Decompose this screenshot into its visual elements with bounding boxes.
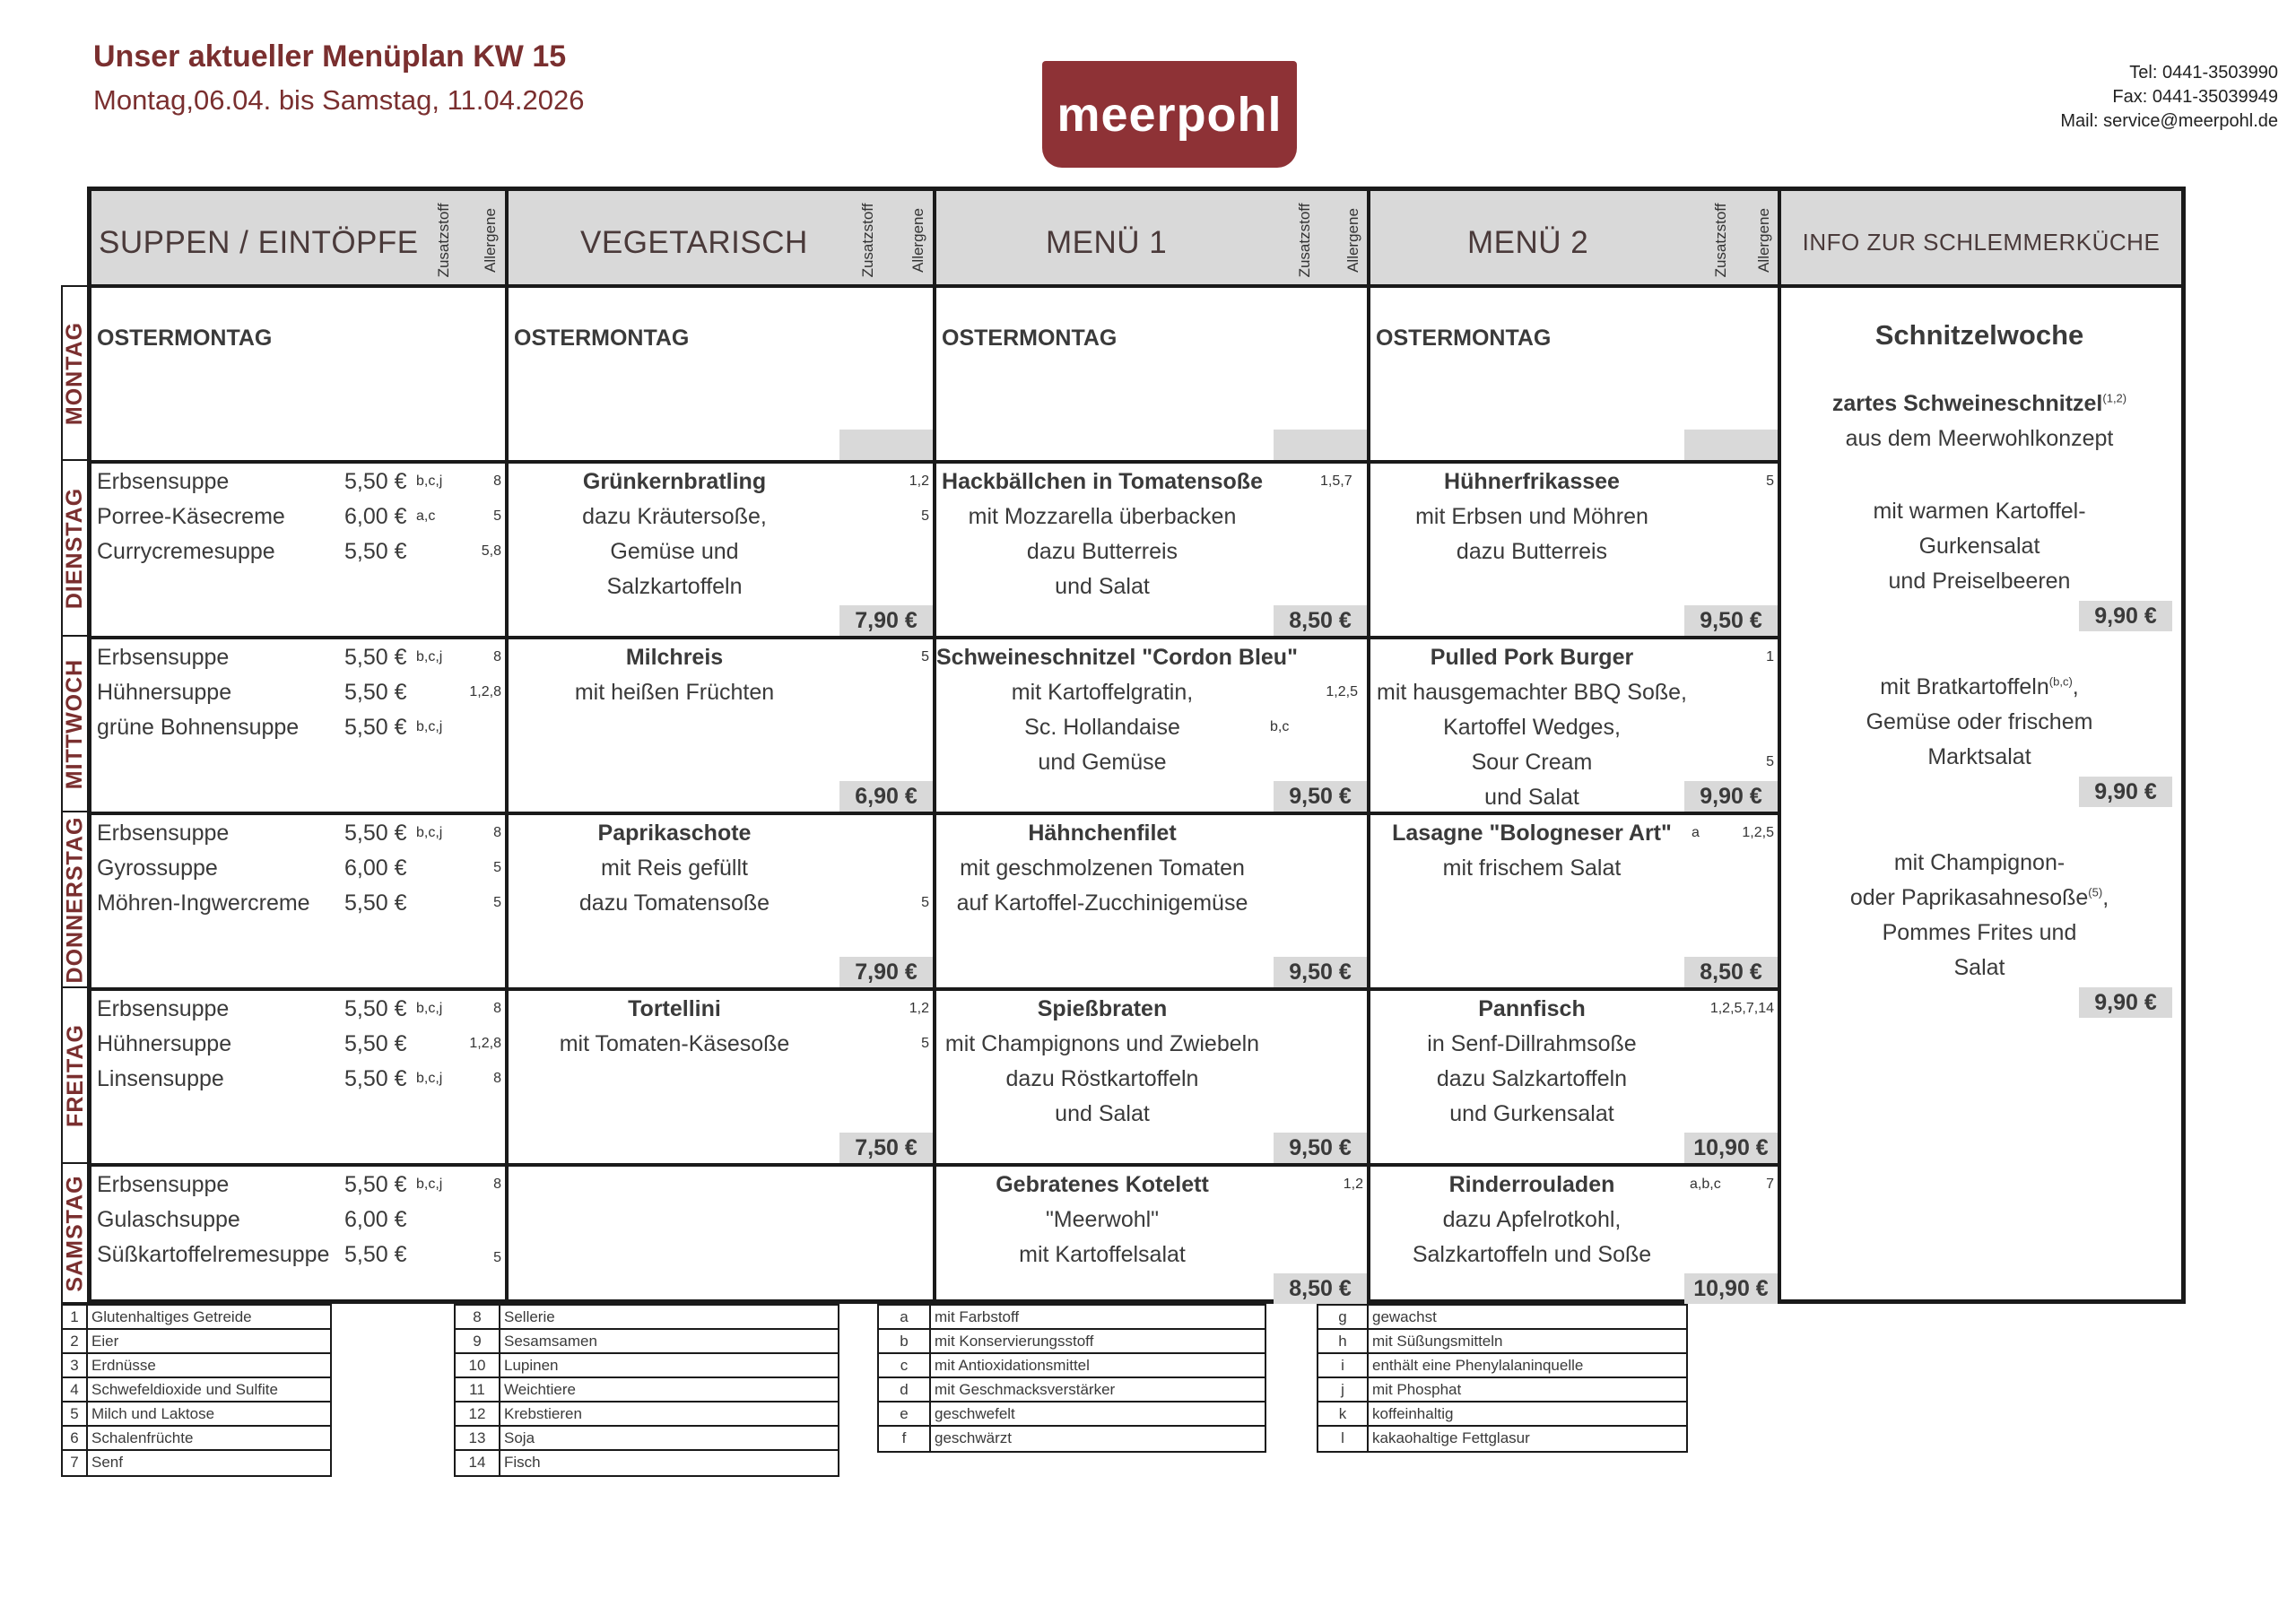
header-menu1: MENÜ 1 Zusatzstoff Allergene — [936, 191, 1370, 288]
cell-monday-menu2: OSTERMONTAG — [1370, 288, 1781, 464]
header-zusatzstoff: Zusatzstoff — [859, 203, 876, 278]
legend-row: 9 Sesamsamen — [456, 1330, 838, 1354]
info-line: zartes Schweineschnitzel$^{(1,2)}$ — [1831, 391, 2127, 416]
legend-row: c mit Antioxidationsmittel — [879, 1354, 1265, 1378]
info-line: aus dem Meerwohlkonzept — [1845, 426, 2114, 451]
legend-additives-2 — [1317, 1304, 1688, 1453]
price-tag: 9,90 € — [1684, 781, 1778, 812]
cell-saturday-soups: Erbsensuppe 5,50 € b,c,j 8 Gulaschsuppe 6,00 € Süßkartoffelremesuppe 5,50 € 5 — [91, 1167, 509, 1304]
contact-mail: Mail: service@meerpohl.de — [2060, 111, 2278, 131]
header-zusatzstoff: Zusatzstoff — [1712, 203, 1729, 278]
day-label-monday: MONTAG — [61, 285, 90, 461]
price-empty — [1684, 430, 1778, 460]
info-line: Gurkensalat — [1918, 534, 2040, 559]
header-info: INFO ZUR SCHLEMMERKÜCHE — [1781, 191, 2181, 288]
price-tag: 9,50 € — [1684, 605, 1778, 636]
legend-row: 5 Milch und Laktose — [63, 1403, 330, 1427]
cell-tuesday-soups: Erbsensuppe 5,50 € b,c,j 8 Porree-Käsecreme 6,00 € a,c 5 Currycremesuppe 5,50 € 5,8 — [91, 464, 509, 639]
info-price-1: 9,90 € — [2079, 601, 2172, 631]
price-empty — [1274, 430, 1367, 460]
cell-saturday-menu2: Rinderrouladen a,b,c 7 dazu Apfelrotkohl, Salzkartoffeln und Soße 10,90 € — [1370, 1167, 1781, 1304]
logo-text: meerpohl — [1057, 87, 1283, 142]
day-label-tuesday: DIENSTAG — [61, 459, 90, 637]
legend-row: a mit Farbstoff — [879, 1306, 1265, 1330]
cell-thursday-soups: Erbsensuppe 5,50 € b,c,j 8 Gyrossuppe 6,00 € 5 Möhren-Ingwercreme 5,50 € 5 — [91, 815, 509, 991]
cell-tuesday-menu2: Hühnerfrikassee 5 mit Erbsen und Möhren dazu Butterreis 9,50 € — [1370, 464, 1781, 639]
cell-saturday-menu1: Gebratenes Kotelett 1,2 "Meerwohl" mit Kartoffelsalat 8,50 € — [936, 1167, 1370, 1304]
price-tag: 10,90 € — [1684, 1273, 1778, 1304]
cell-saturday-veg — [509, 1167, 936, 1304]
header-veg: VEGETARISCH Zusatzstoff Allergene — [509, 191, 936, 288]
cell-monday-soups: OSTERMONTAG — [91, 288, 509, 464]
legend-row: d mit Geschmacksverstärker — [879, 1378, 1265, 1403]
info-line: Pommes Frites und — [1882, 920, 2077, 945]
legend-row: 4 Schwefeldioxide und Sulfite — [63, 1378, 330, 1403]
legend-row: 10 Lupinen — [456, 1354, 838, 1378]
cell-tuesday-menu1: Hackbällchen in Tomatensoße 1,5,7 mit Mozzarella überbacken dazu Butterreis und Salat 8,50 € — [936, 464, 1370, 639]
day-label-wednesday: MITTWOCH — [61, 635, 90, 812]
cell-wednesday-menu1: Schweineschnitzel "Cordon Bleu" mit Kartoffelgratin, 1,2,5 Sc. Hollandaise b,c und Gemüse 9,50 € — [936, 639, 1370, 815]
legend-row: 14 Fisch — [456, 1451, 838, 1475]
price-empty — [839, 430, 933, 460]
legend-row: j mit Phosphat — [1318, 1378, 1686, 1403]
info-schlemmerkueche — [1779, 283, 2179, 1299]
legend-row: h mit Süßungsmitteln — [1318, 1330, 1686, 1354]
price-tag: 9,50 € — [1274, 1133, 1367, 1163]
header-allergene: Allergene — [482, 208, 499, 273]
day-label-friday: FREITAG — [61, 986, 90, 1164]
legend-row: 11 Weichtiere — [456, 1378, 838, 1403]
contact-info — [2060, 61, 2278, 134]
header-zusatzstoff: Zusatzstoff — [435, 203, 452, 278]
cell-friday-menu1: Spießbraten mit Champignons und Zwiebeln dazu Röstkartoffeln und Salat 9,50 € — [936, 991, 1370, 1167]
cell-friday-menu2: Pannfisch 1,2,5,7,14 in Senf-Dillrahmsoße dazu Salzkartoffeln und Gurkensalat 10,90 € — [1370, 991, 1781, 1167]
legend-row: 2 Eier — [63, 1330, 330, 1354]
cell-thursday-menu1: Hähnchenfilet mit geschmolzenen Tomaten auf Kartoffel-Zucchinigemüse 9,50 € — [936, 815, 1370, 991]
legend-row: i enthält eine Phenylalaninquelle — [1318, 1354, 1686, 1378]
cell-monday-veg: OSTERMONTAG — [509, 288, 936, 464]
cell-friday-veg: Tortellini 1,2 mit Tomaten-Käsesoße 5 7,50 € — [509, 991, 936, 1167]
cell-monday-menu1: OSTERMONTAG — [936, 288, 1370, 464]
day-label-saturday: SAMSTAG — [61, 1162, 90, 1304]
price-tag: 7,50 € — [839, 1133, 933, 1163]
price-tag: 10,90 € — [1684, 1133, 1778, 1163]
legend-row: g gewachst — [1318, 1306, 1686, 1330]
cell-tuesday-veg: Grünkernbratling 1,2 dazu Kräutersoße, 5 Gemüse und Salzkartoffeln 7,90 € — [509, 464, 936, 639]
legend-allergens-2 — [454, 1304, 839, 1477]
legend-row: 13 Soja — [456, 1427, 838, 1451]
legend-row: 7 Senf — [63, 1451, 330, 1475]
info-line: mit Champignon- — [1893, 850, 2066, 875]
date-range: Montag,06.04. bis Samstag, 11.04.2026 — [93, 84, 585, 116]
price-tag: 6,90 € — [839, 781, 933, 812]
legend-row: 12 Krebstieren — [456, 1403, 838, 1427]
day-labels — [61, 285, 90, 1304]
info-title: Schnitzelwoche — [1874, 319, 2084, 351]
legend-row: k koffeinhaltig — [1318, 1403, 1686, 1427]
legend-additives-1 — [877, 1304, 1266, 1453]
price-tag: 8,50 € — [1684, 957, 1778, 987]
header-soups: SUPPEN / EINTÖPFE Zusatzstoff Allergene — [91, 191, 509, 288]
price-tag: 7,90 € — [839, 605, 933, 636]
page-title: Unser aktueller Menüplan KW 15 — [93, 39, 567, 74]
price-tag: 9,50 € — [1274, 781, 1367, 812]
header-allergene: Allergene — [1755, 208, 1772, 273]
info-line: Salat — [1953, 955, 2005, 980]
info-price-3: 9,90 € — [2079, 987, 2172, 1018]
price-tag: 9,50 € — [1274, 957, 1367, 987]
legend-row: 6 Schalenfrüchte — [63, 1427, 330, 1451]
info-line: mit Bratkartoffeln$^{(b,c)}$, — [1880, 674, 2079, 699]
info-price-2: 9,90 € — [2079, 777, 2172, 807]
cell-wednesday-menu2: Pulled Pork Burger 1 mit hausgemachter BBQ Soße, Kartoffel Wedges, Sour Cream 5 und Salat 9,90 € — [1370, 639, 1781, 815]
legend-row: 1 Glutenhaltiges Getreide — [63, 1306, 330, 1330]
header-allergene: Allergene — [1344, 208, 1361, 273]
legend-row: f geschwärzt — [879, 1427, 1265, 1451]
info-line: oder Paprikasahnesoße$^{(5)}$, — [1849, 885, 2109, 910]
legend-row: b mit Konservierungsstoff — [879, 1330, 1265, 1354]
info-line: Gemüse oder frischem — [1866, 709, 2093, 734]
legend-row: l kakaohaltige Fettglasur — [1318, 1427, 1686, 1451]
cell-thursday-menu2: Lasagne "Bologneser Art" a 1,2,5 mit frischem Salat 8,50 € — [1370, 815, 1781, 991]
meerpohl-logo — [1042, 61, 1297, 168]
cell-wednesday-veg: Milchreis 5 mit heißen Früchten 6,90 € — [509, 639, 936, 815]
contact-fax: Fax: 0441-35039949 — [2112, 87, 2278, 107]
header-zusatzstoff: Zusatzstoff — [1296, 203, 1313, 278]
contact-tel: Tel: 0441-3503990 — [2129, 63, 2278, 83]
cell-wednesday-soups: Erbsensuppe 5,50 € b,c,j 8 Hühnersuppe 5,50 € 1,2,8 grüne Bohnensuppe 5,50 € b,c,j — [91, 639, 509, 815]
info-line: Marktsalat — [1927, 744, 2031, 769]
header-allergene: Allergene — [909, 208, 926, 273]
day-label-thursday: DONNERSTAG — [61, 811, 90, 988]
price-tag: 7,90 € — [839, 957, 933, 987]
legend-row: 8 Sellerie — [456, 1306, 838, 1330]
price-tag: 8,50 € — [1274, 1273, 1367, 1304]
legend-row: 3 Erdnüsse — [63, 1354, 330, 1378]
legend-row: e geschwefelt — [879, 1403, 1265, 1427]
cell-friday-soups: Erbsensuppe 5,50 € b,c,j 8 Hühnersuppe 5,50 € 1,2,8 Linsensuppe 5,50 € b,c,j 8 — [91, 991, 509, 1167]
header-menu2: MENÜ 2 Zusatzstoff Allergene — [1370, 191, 1781, 288]
cell-thursday-veg: Paprikaschote mit Reis gefüllt dazu Tomatensoße 5 7,90 € — [509, 815, 936, 991]
legend-allergens-1 — [61, 1304, 332, 1477]
price-tag: 8,50 € — [1274, 605, 1367, 636]
info-line: mit warmen Kartoffel- — [1873, 499, 2086, 524]
info-line: und Preiselbeeren — [1888, 569, 2071, 594]
